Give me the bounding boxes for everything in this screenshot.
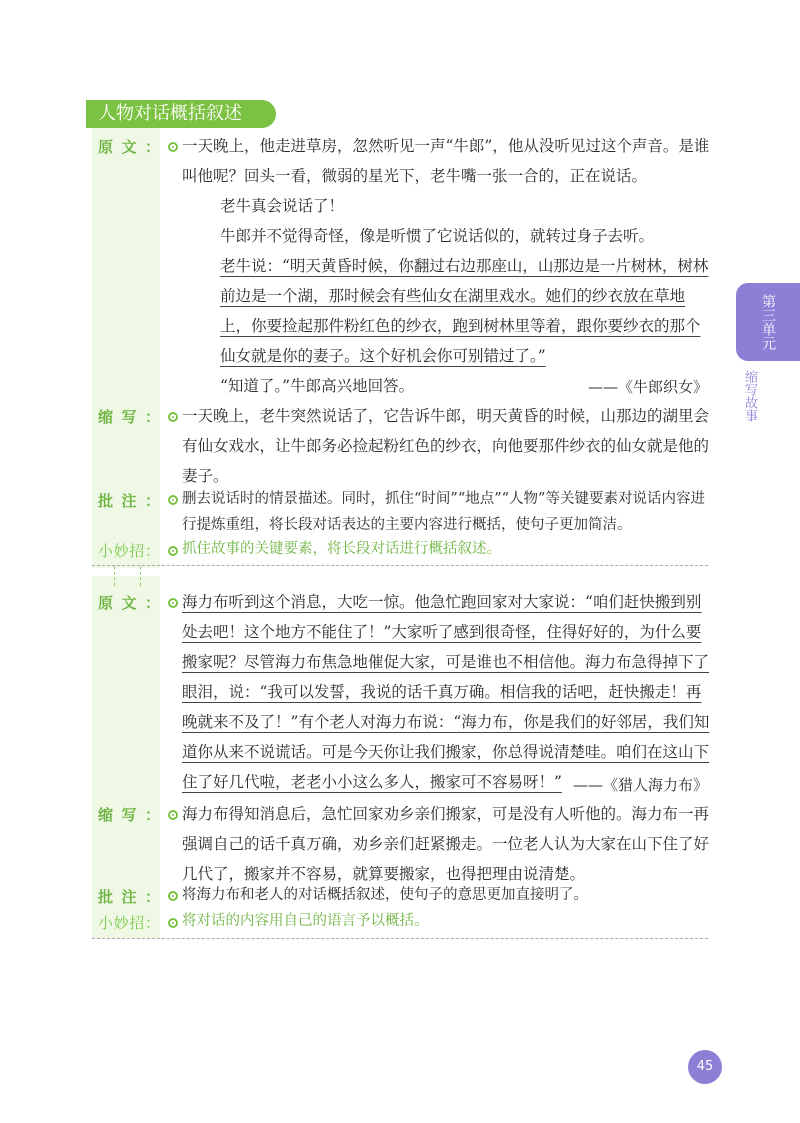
- source-2: ——《猎人海力布》: [572, 776, 708, 794]
- divider-2: [92, 938, 708, 939]
- label-comment-1: 批注：: [98, 492, 160, 510]
- label-condensed-1: 缩写：: [98, 408, 160, 426]
- bullet-icon: [168, 412, 178, 422]
- tip-text-2: 将对话的内容用自己的语言予以概括。: [182, 913, 429, 929]
- label-tip-1: 小妙招：: [98, 542, 160, 560]
- label-tip-2: 小妙招：: [98, 914, 160, 932]
- bullet-icon: [168, 142, 178, 152]
- bullet-icon: [168, 546, 178, 556]
- bullet-icon: [168, 918, 178, 928]
- label-comment-2: 批注：: [98, 888, 160, 906]
- source-1: ——《牛郎织女》: [587, 378, 708, 396]
- original-text-1: [182, 131, 710, 401]
- original-text-2: 海力布听到这个消息，大吃一惊。他急忙跑回家对大家说：“咱们赶快搬到别处去吧！这个地方不能住了！”大家听了感到很奇怪，住得好好的，为什么要搬家呢？尽管海力布焦急地催促大家，可是谁也不相信他。海力布急得掉下了眼泪，说：“我可以发誓，我说的话千真万确。相信我的话吧，赶快搬走！再晚就来不及了！”有个老人对海力布说：“海力布，你是我们的好邻居，我们知道你从来不说谎话。可是今天你让我们搬家，你总得说清楚哇。咱们在这山下住了好几代啦，老老小小这么多人，搬家可不容易呀！”: [182, 593, 710, 791]
- label-condensed-2: 缩写：: [98, 806, 160, 824]
- label-original-1: 原文：: [98, 138, 160, 156]
- condensed-text-1: 一天晚上，老牛突然说话了，它告诉牛郎，明天黄昏的时候，山那边的湖里会有仙女戏水，让牛郎务必捡起粉红色的纱衣，向他要那件纱衣的仙女就是他的妻子。: [182, 407, 710, 485]
- unit-topic: 缩写故事: [742, 370, 757, 422]
- page-number: 45: [688, 1050, 722, 1084]
- label-original-2: 原文：: [98, 594, 160, 612]
- tip-text-1: 抓住故事的关键要素，将长段对话进行概括叙述。: [182, 541, 501, 557]
- original-1-p1: 一天晚上，他走进草房，忽然听见一声“牛郎”，他从没听见过这个声音。是谁叫他呢？回头一看，微弱的星光下，老牛嘴一张一合的，正在说话。: [182, 137, 710, 185]
- divider-1: [92, 565, 708, 566]
- original-1-p4: 老牛说：“明天黄昏时候，你翻过右边那座山，山那边是一片树林，树林前边是一个湖，那时候会有些仙女在湖里戏水。她们的纱衣放在草地上，你要捡起那件粉红色的纱衣，跑到树林里等着，跟你要纱衣的那个仙女就是你的妻子。这个好机会你可别错过了。”: [220, 257, 709, 365]
- unit-tab: 第三单元: [736, 283, 800, 361]
- connector-line-left: [114, 566, 115, 586]
- original-1-p5: “知道了。”牛郎高兴地回答。: [220, 377, 415, 395]
- left-strip-block2: [92, 576, 160, 938]
- section-title: 人物对话概括叙述: [86, 100, 276, 128]
- condensed-text-2: 海力布得知消息后，急忙回家劝乡亲们搬家，可是没有人听他的。海力布一再强调自己的话千真万确，劝乡亲们赶紧搬走。一位老人认为大家在山下住了好几代了，搬家并不容易，就算要搬家，也得把理由说清楚。: [182, 805, 710, 883]
- comment-text-2: 将海力布和老人的对话概括叙述，使句子的意思更加直接明了。: [182, 887, 588, 903]
- bullet-icon: [168, 891, 178, 901]
- original-1-p2: 老牛真会说话了！: [220, 197, 345, 215]
- comment-text-1: 删去说话时的情景描述。同时，抓住“时间”“地点”“人物”等关键要素对说话内容进行提炼重组，将长段对话表达的主要内容进行概括，使句子更加简洁。: [182, 491, 705, 533]
- connector-line-right: [140, 566, 141, 586]
- original-1-p3: 牛郎并不觉得奇怪，像是听惯了它说话似的，就转过身子去听。: [220, 227, 655, 245]
- bullet-icon: [168, 598, 178, 608]
- bullet-icon: [168, 810, 178, 820]
- bullet-icon: [168, 495, 178, 505]
